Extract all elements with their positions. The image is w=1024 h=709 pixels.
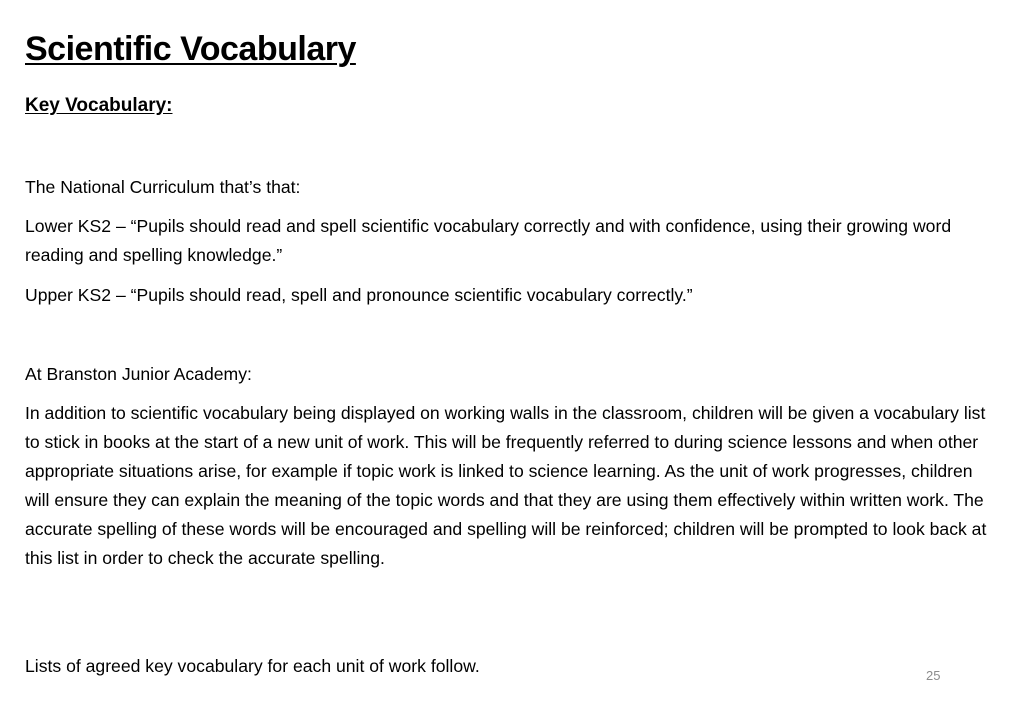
page-title: Scientific Vocabulary bbox=[25, 30, 356, 68]
closing-paragraph: Lists of agreed key vocabulary for each unit of work follow. bbox=[25, 656, 480, 676]
section-heading: Key Vocabulary: bbox=[25, 95, 173, 116]
academy-intro-paragraph: At Branston Junior Academy: bbox=[25, 364, 252, 384]
academy-policy-paragraph: In addition to scientific vocabulary being displayed on working walls in the classroom, children will be given a vocabulary list to stick in books at the start of a new unit of work. This will be frequently referred to during science lessons and when other appropriate situations arise, for example if topic work is linked to science learning. As the unit of work progresses, children will ensure they can explain the meaning of the topic words and that they are using them effectively within written work. The accurate spelling of these words will be encouraged and spelling will be reinforced; children will be prompted to look back at this list in order to check the accurate spelling. bbox=[25, 403, 987, 568]
lower-ks2-paragraph: Lower KS2 – “Pupils should read and spell scientific vocabulary correctly and with confidence, using their growing word reading and spelling knowledge.” bbox=[25, 216, 952, 265]
upper-ks2-paragraph: Upper KS2 – “Pupils should read, spell and pronounce scientific vocabulary correctly.” bbox=[25, 285, 693, 305]
curriculum-intro-paragraph: The National Curriculum that’s that: bbox=[25, 177, 301, 197]
page-number: 25 bbox=[926, 668, 941, 683]
